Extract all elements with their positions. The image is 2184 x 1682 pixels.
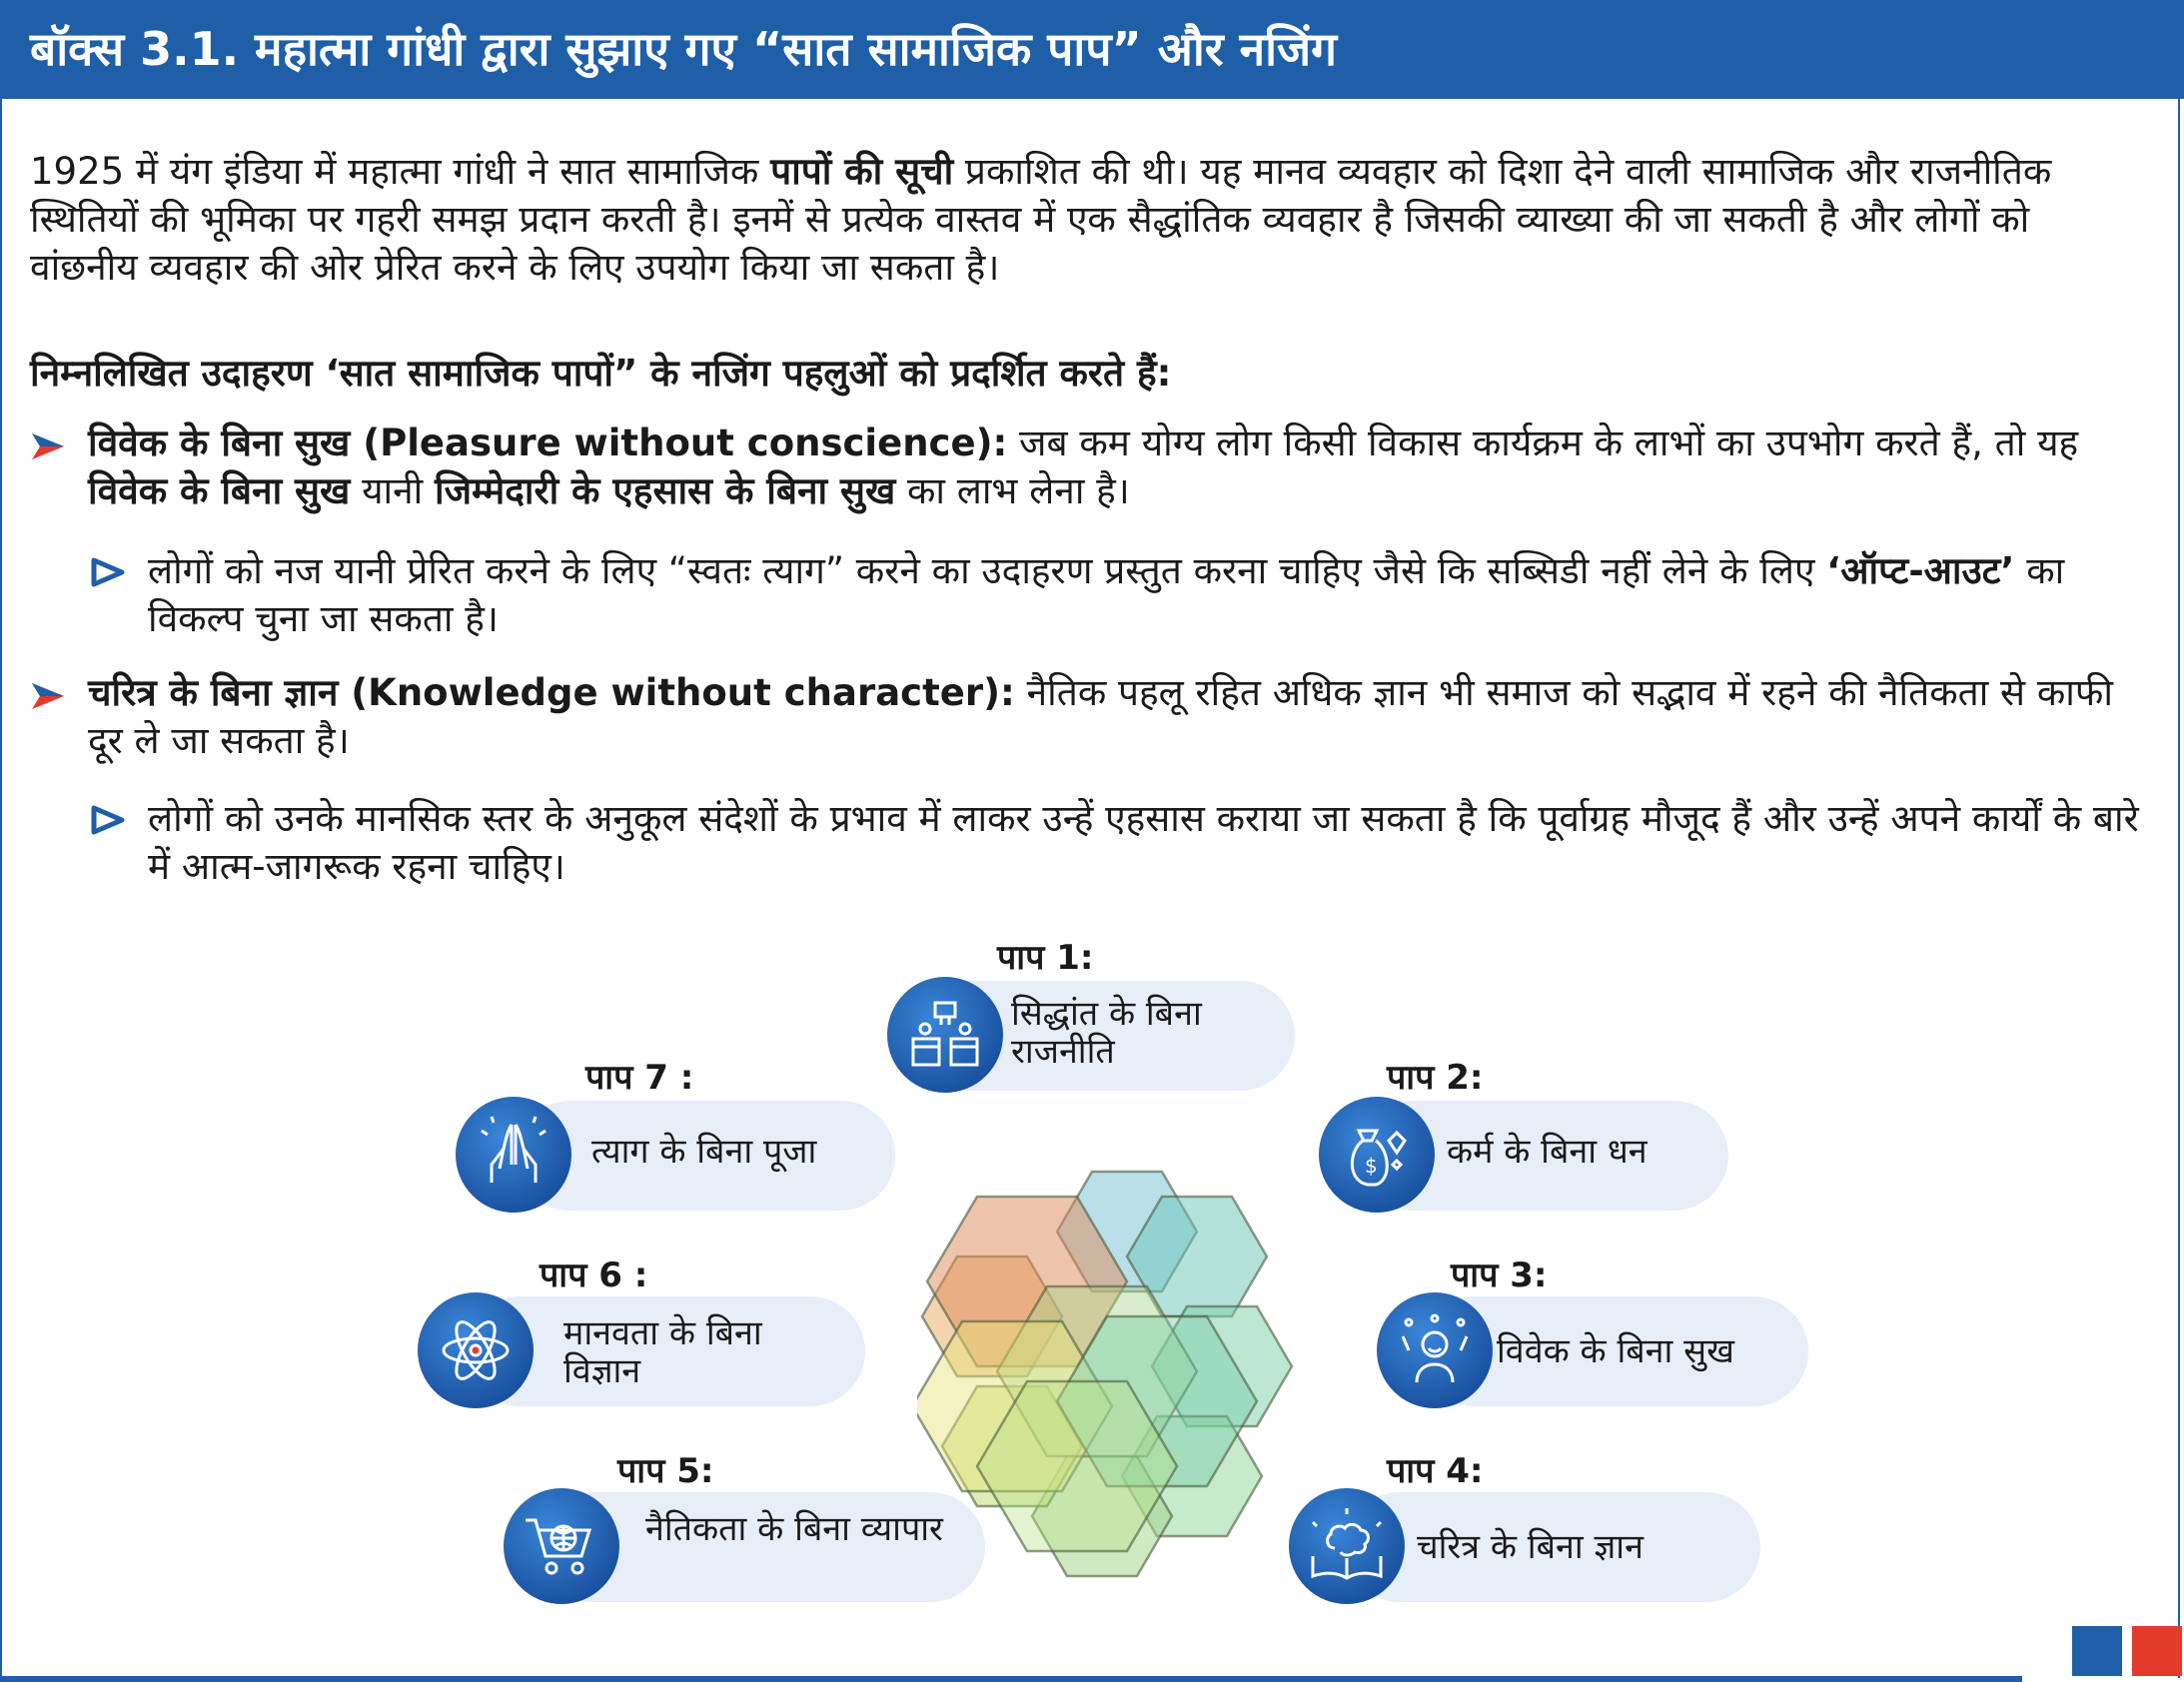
atom-icon: [418, 1292, 534, 1408]
bullet-text: का लाभ लेना है।: [895, 469, 1130, 512]
intro-text-2: प्रकाशित की थी। यह मानव व्यवहार को दिशा देने वाली सामाजिक और राजनीतिक स्थितियों की भूमिका पर गहरी समझ प्रदान करती है। इनमें से प्रत्येक वास्तव में एक सैद्धांतिक व्यवहार है जिसकी व्याख्या की जा सकती है और लोगों को वांछनीय व्यवहार की ओर प्रेरित करने के लिए उपयोग किया जा सकता है।: [30, 150, 2052, 289]
sin-6-text: मानवता के बिना विज्ञान: [563, 1313, 762, 1391]
svg-text:$: $: [1365, 1154, 1378, 1178]
red-arrow-bullet-icon: [30, 681, 66, 711]
bullet-knowledge: [88, 669, 2156, 765]
blue-arrow-bullet-icon: [90, 805, 126, 835]
bullet-bold: विवेक के बिना सुख: [88, 469, 351, 512]
sin-1-label: पाप 1:: [997, 938, 1094, 978]
bullet-pleasure: [88, 420, 2156, 515]
sin-4-text: चरित्र के बिना ज्ञान: [1417, 1527, 1643, 1567]
bullet-text: लोगों को नज यानी प्रेरित करने के लिए “स्वतः त्याग” करने का उदाहरण प्रस्तुत करना चाहिए जैसे कि सब्सिडी नहीं लेने के लिए: [148, 549, 1827, 592]
intro-paragraph: [30, 148, 2148, 292]
blue-arrow-bullet-icon: [90, 557, 126, 587]
sub-bullet-prejudice: [148, 795, 2156, 891]
sin-5-label: पाप 5:: [617, 1451, 714, 1491]
red-arrow-bullet-icon: [30, 431, 66, 461]
bottom-rule: [0, 1676, 2022, 1682]
sin-7-text: त्याग के बिना पूजा: [591, 1132, 817, 1172]
brain-book-icon: [1289, 1488, 1405, 1604]
sin-2-label: पाप 2:: [1387, 1058, 1484, 1098]
bullet-text: लोगों को उनके मानसिक स्तर के अनुकूल संदेशों के प्रभाव में लाकर उन्हें एहसास कराया जा सकता है कि पूर्वाग्रह मौजूद हैं और उन्हें अपने कार्यों के बारे में आत्म-जागरूक रहना चाहिए।: [148, 797, 2139, 888]
red-square-decoration: [2132, 1626, 2182, 1676]
happy-person-icon: [1377, 1292, 1493, 1408]
title-bar: [0, 0, 2184, 99]
subheading: निम्नलिखित उदाहरण ‘सात सामाजिक पापों” के नजिंग पहलुओं को प्रदर्शित करते हैं:: [30, 352, 1172, 395]
bullet-bold: जिम्मेदारी के एहसास के बिना सुख: [435, 469, 896, 512]
sin-3-label: पाप 3:: [1451, 1256, 1548, 1295]
intro-bold: पापों की सूची: [770, 150, 954, 193]
sin-2-text: कर्म के बिना धन: [1447, 1132, 1647, 1172]
box-title: बॉक्स 3.1. महात्मा गांधी द्वारा सुझाए गए “सात सामाजिक पाप” और नजिंग: [30, 22, 1338, 76]
globe-cart-icon: [504, 1488, 619, 1604]
intro-text-1: 1925 में यंग इंडिया में महात्मा गांधी ने सात सामाजिक: [30, 150, 771, 193]
sin-6-label: पाप 6 :: [540, 1256, 648, 1295]
bullet-head: विवेक के बिना सुख (Pleasure without conscience):: [88, 421, 1008, 464]
podium-icon: [887, 977, 1003, 1093]
sin-1-text: सिद्धांत के बिना राजनीति: [1011, 994, 1202, 1072]
bullet-text: नैतिक पहलू रहित अधिक ज्ञान भी समाज को सद्भाव में रहने की नैतिकता से काफी दूर ले जा सकता है।: [88, 671, 2113, 762]
sin-4-label: पाप 4:: [1387, 1451, 1484, 1491]
blue-square-decoration: [2072, 1626, 2122, 1676]
bullet-bold: ‘ऑप्ट-आउट’: [1826, 549, 2015, 592]
bullet-text: जब कम योग्य लोग किसी विकास कार्यक्रम के लाभों का उपभोग करते हैं, तो यह: [1007, 421, 2079, 464]
bullet-text: यानी: [350, 469, 435, 512]
sin-7-label: पाप 7 :: [585, 1058, 694, 1098]
sin-5-text: नैतिकता के बिना व्यापार: [645, 1509, 943, 1549]
praying-hands-icon: [456, 1097, 571, 1213]
money-bag-icon: [1319, 1097, 1435, 1213]
sub-bullet-opt-out: [148, 547, 2156, 643]
bullet-text: का विकल्प चुना जा सकता है।: [148, 549, 2065, 640]
sin-3-text: विवेक के बिना सुख: [1497, 1331, 1734, 1371]
bullet-head: चरित्र के बिना ज्ञान (Knowledge without character):: [88, 671, 1015, 714]
